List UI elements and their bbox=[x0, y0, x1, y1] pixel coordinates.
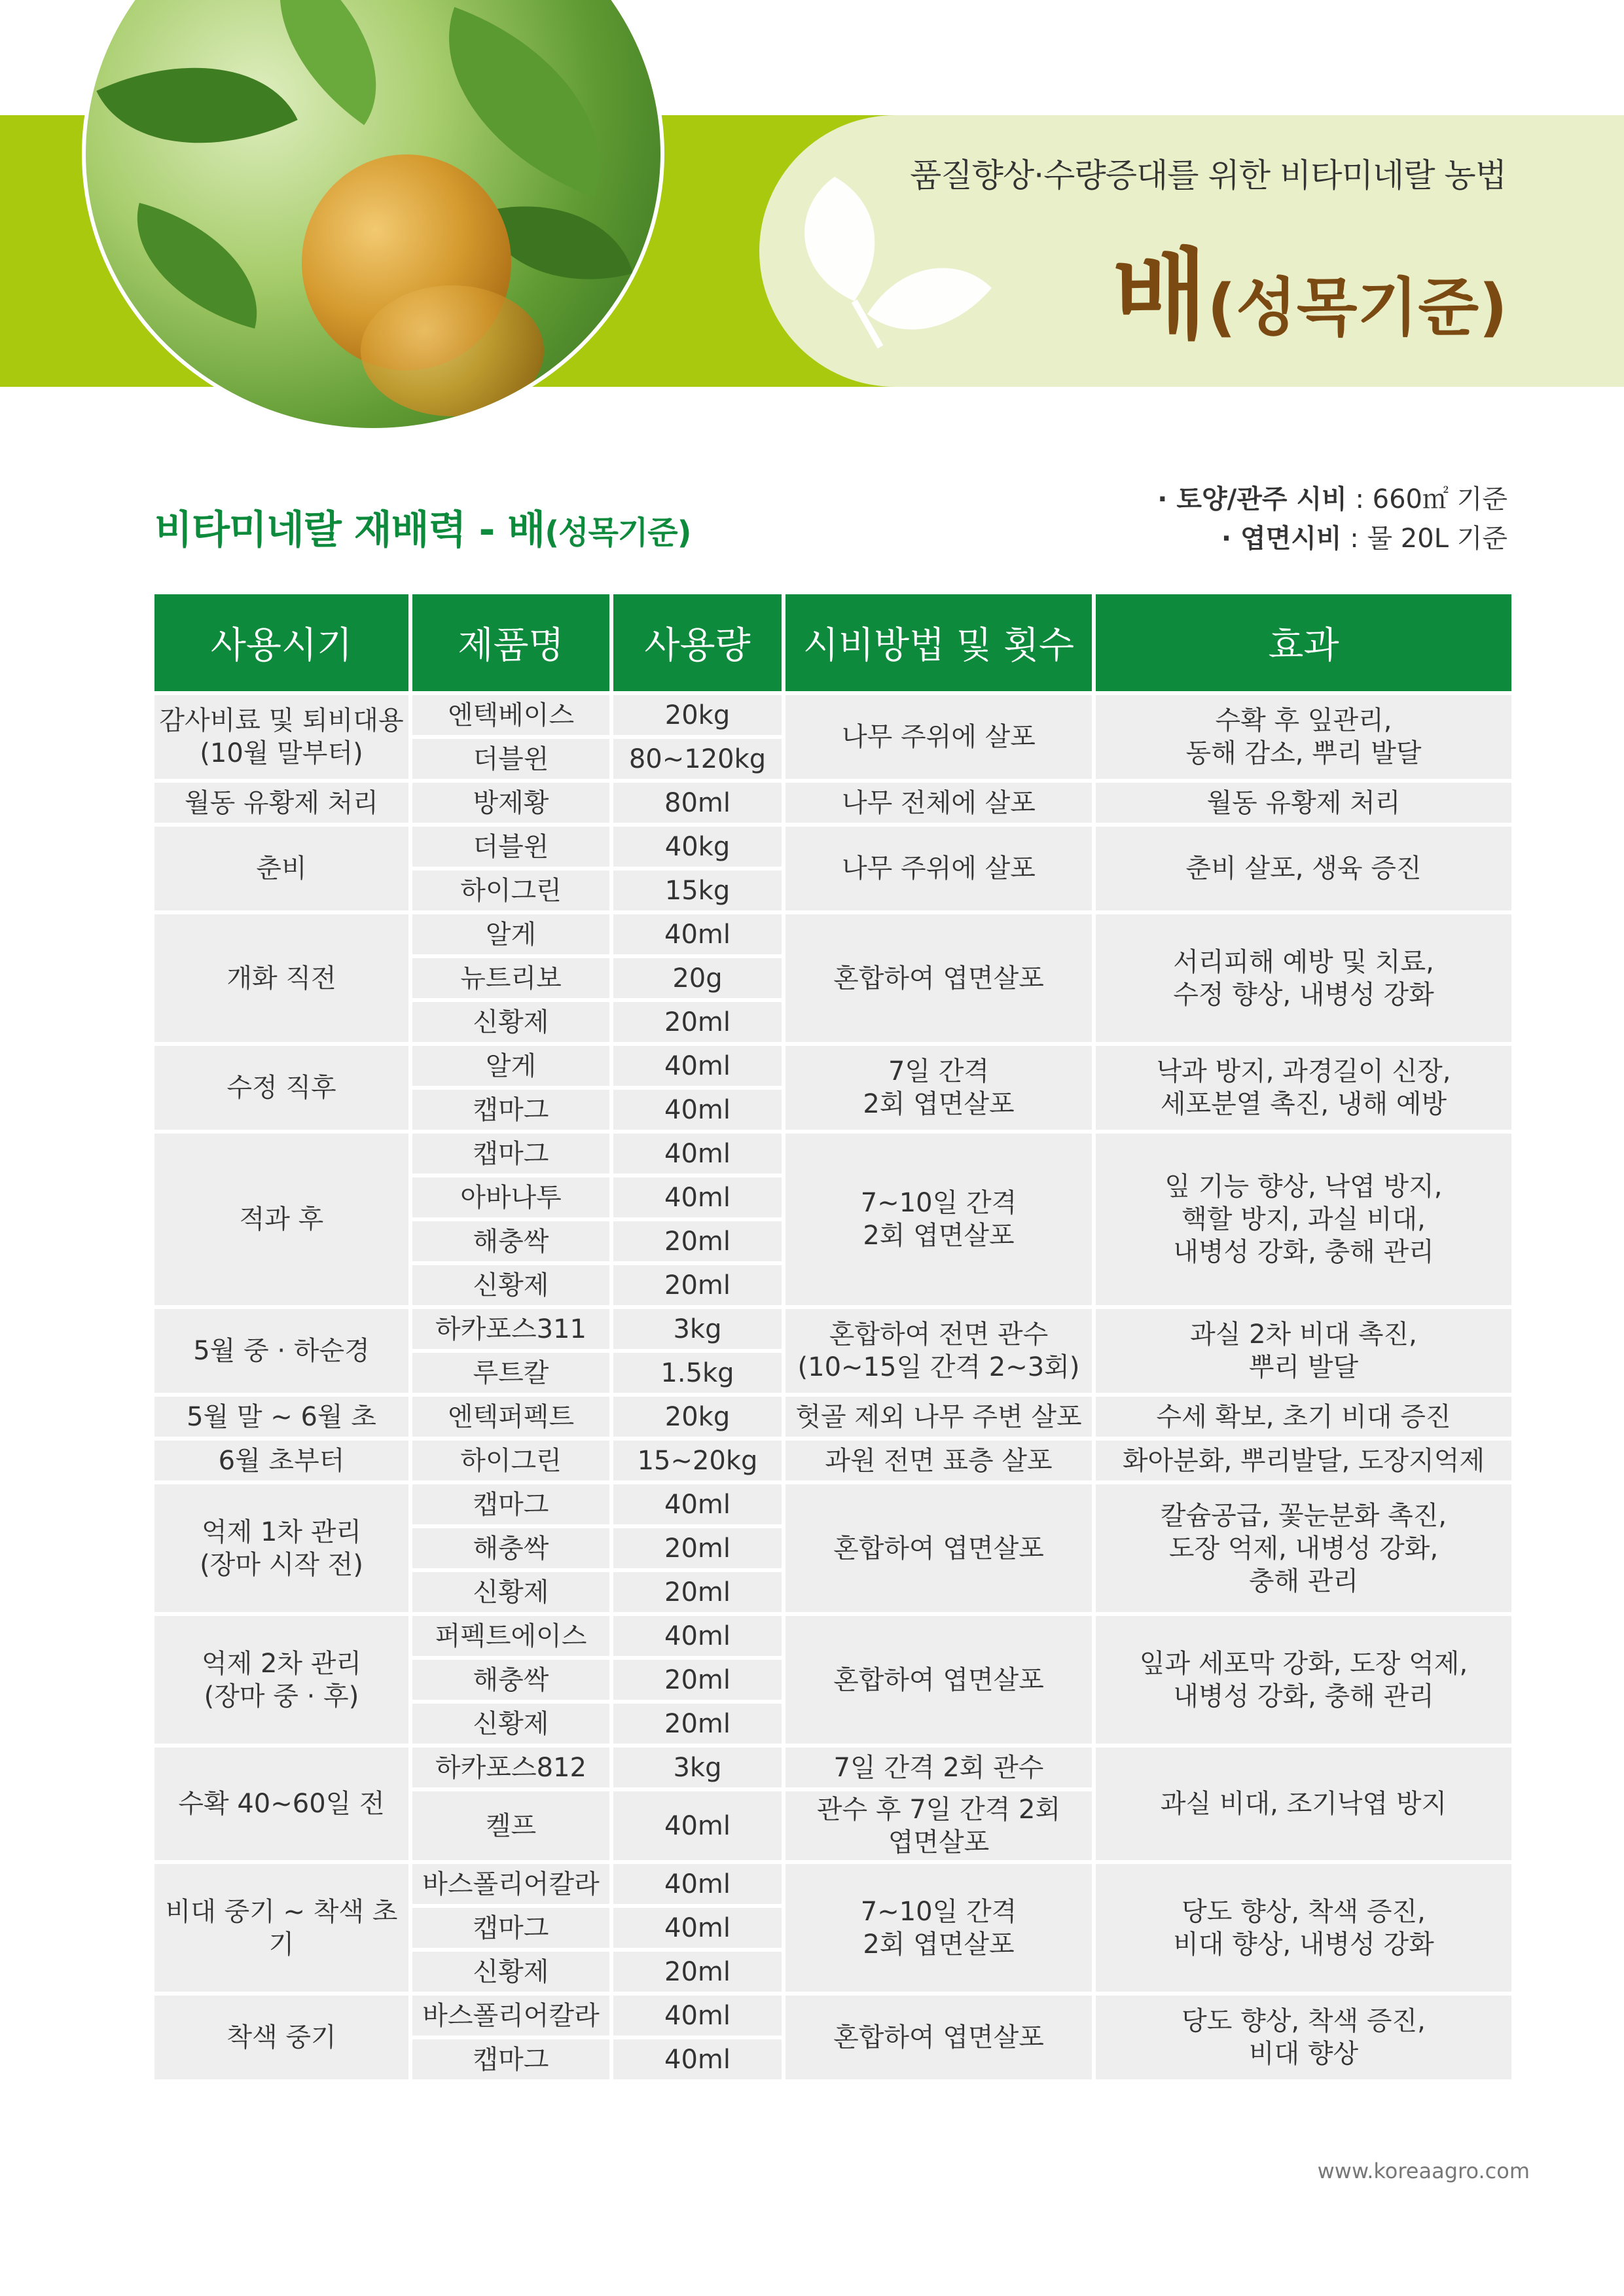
cell-method: 나무 주위에 살포 bbox=[785, 827, 1092, 910]
cell-effect: 화아분화, 뿌리발달, 도장지억제 bbox=[1096, 1441, 1511, 1480]
cell-product: 켈프 bbox=[412, 1791, 609, 1860]
note-foliar bbox=[1157, 519, 1507, 558]
note-soil-label: · 토양/관주 시비 bbox=[1157, 484, 1347, 514]
cell-product: 아바나투 bbox=[412, 1177, 609, 1217]
cell-amount: 15kg bbox=[613, 870, 782, 910]
cell-product: 해충싹 bbox=[412, 1528, 609, 1568]
section-title-paren: (성목기준) bbox=[545, 514, 691, 551]
cell-amount: 20kg bbox=[613, 1397, 782, 1437]
cell-product: 알게 bbox=[412, 1046, 609, 1086]
cell-product: 신황제 bbox=[412, 1265, 609, 1305]
note-foliar-value: : 물 20L 기준 bbox=[1341, 524, 1507, 554]
cell-effect: 과실 2차 비대 촉진, 뿌리 발달 bbox=[1096, 1309, 1511, 1393]
cell-period: 착색 중기 bbox=[154, 1996, 408, 2079]
cell-product: 방제황 bbox=[412, 783, 609, 823]
cell-method: 혼합하여 엽면살포 bbox=[785, 1484, 1092, 1612]
cell-amount: 40ml bbox=[613, 1134, 782, 1174]
cell-effect: 당도 향상, 착색 증진, 비대 향상, 내병성 강화 bbox=[1096, 1864, 1511, 1992]
cell-method: 7~10일 간격 2회 엽면살포 bbox=[785, 1864, 1092, 1992]
cell-amount: 20ml bbox=[613, 1572, 782, 1612]
header-method: 시비방법 및 횟수 bbox=[785, 594, 1092, 691]
cell-product: 루트칼 bbox=[412, 1353, 609, 1393]
cell-effect: 서리피해 예방 및 치료, 수정 향상, 내병성 강화 bbox=[1096, 914, 1511, 1042]
cell-amount: 20kg bbox=[613, 695, 782, 735]
cell-amount: 40ml bbox=[613, 2039, 782, 2079]
cell-amount: 40ml bbox=[613, 1177, 782, 1217]
cell-amount: 40ml bbox=[613, 1996, 782, 2036]
cell-amount: 20ml bbox=[613, 1528, 782, 1568]
cell-amount: 20ml bbox=[613, 1952, 782, 1992]
cell-amount: 20ml bbox=[613, 1660, 782, 1700]
table-row bbox=[154, 1309, 1511, 1349]
cell-effect: 수확 후 잎관리, 동해 감소, 뿌리 발달 bbox=[1096, 695, 1511, 779]
cell-method: 혼합하여 엽면살포 bbox=[785, 1996, 1092, 2079]
cell-product: 더블윈 bbox=[412, 827, 609, 867]
cell-period: 개화 직전 bbox=[154, 914, 408, 1042]
cell-effect: 잎과 세포막 강화, 도장 억제, 내병성 강화, 충해 관리 bbox=[1096, 1616, 1511, 1744]
cell-product: 신황제 bbox=[412, 1704, 609, 1744]
cell-method: 혼합하여 엽면살포 bbox=[785, 1616, 1092, 1744]
dosage-notes bbox=[1157, 480, 1507, 558]
header-title-paren: (성목기준) bbox=[1207, 271, 1507, 344]
cell-product: 더블윈 bbox=[412, 739, 609, 779]
cell-period: 적과 후 bbox=[154, 1134, 408, 1305]
cell-product: 엔텍베이스 bbox=[412, 695, 609, 735]
cell-method: 헛골 제외 나무 주변 살포 bbox=[785, 1397, 1092, 1437]
cell-amount: 40ml bbox=[613, 1616, 782, 1656]
cell-product: 하이그린 bbox=[412, 870, 609, 910]
note-foliar-label: · 엽면시비 bbox=[1221, 524, 1342, 554]
cell-product: 뉴트리보 bbox=[412, 958, 609, 998]
footer-url: www.koreaagro.com bbox=[1317, 2159, 1530, 2183]
header-amount: 사용량 bbox=[613, 594, 782, 691]
cell-method: 혼합하여 전면 관수 (10~15일 간격 2~3회) bbox=[785, 1309, 1092, 1393]
header-subtitle: 품질향상·수량증대를 위한 비타미네랄 농법 bbox=[910, 156, 1506, 194]
cell-product: 캡마그 bbox=[412, 1908, 609, 1948]
table-row bbox=[154, 783, 1511, 823]
cell-amount: 40kg bbox=[613, 827, 782, 867]
header-title bbox=[1112, 216, 1507, 357]
header-product: 제품명 bbox=[412, 594, 609, 691]
cell-product: 캡마그 bbox=[412, 1484, 609, 1524]
cell-effect: 당도 향상, 착색 증진, 비대 향상 bbox=[1096, 1996, 1511, 2079]
section-title bbox=[154, 499, 691, 555]
cell-period: 비대 중기 ~ 착색 초기 bbox=[154, 1864, 408, 1992]
table-row bbox=[154, 1134, 1511, 1174]
cell-method: 나무 주위에 살포 bbox=[785, 695, 1092, 779]
cell-method: 혼합하여 엽면살포 bbox=[785, 914, 1092, 1042]
table-row bbox=[154, 827, 1511, 867]
table-row bbox=[154, 1441, 1511, 1480]
cell-product: 엔텍퍼펙트 bbox=[412, 1397, 609, 1437]
cell-amount: 20ml bbox=[613, 1704, 782, 1744]
table-row bbox=[154, 1996, 1511, 2036]
cell-product: 신황제 bbox=[412, 1572, 609, 1612]
cell-amount: 20ml bbox=[613, 1221, 782, 1261]
cell-method: 나무 전체에 살포 bbox=[785, 783, 1092, 823]
cell-amount: 40ml bbox=[613, 1791, 782, 1860]
cell-period: 억제 2차 관리 (장마 중 · 후) bbox=[154, 1616, 408, 1744]
schedule-table bbox=[151, 590, 1515, 2083]
cell-product: 바스폴리어칼라 bbox=[412, 1864, 609, 1904]
note-soil bbox=[1157, 480, 1507, 519]
cell-amount: 1.5kg bbox=[613, 1353, 782, 1393]
header-title-main: 배 bbox=[1112, 239, 1208, 353]
cell-period: 억제 1차 관리 (장마 시작 전) bbox=[154, 1484, 408, 1612]
cell-product: 캡마그 bbox=[412, 1134, 609, 1174]
table-row bbox=[154, 1748, 1511, 1787]
cell-product: 신황제 bbox=[412, 1002, 609, 1042]
header-period: 사용시기 bbox=[154, 594, 408, 691]
cell-amount: 3kg bbox=[613, 1748, 782, 1787]
cell-product: 캡마그 bbox=[412, 2039, 609, 2079]
cell-method: 7일 간격 2회 엽면살포 bbox=[785, 1046, 1092, 1130]
cell-effect: 춘비 살포, 생육 증진 bbox=[1096, 827, 1511, 910]
table-row bbox=[154, 1864, 1511, 1904]
cell-product: 하카포스812 bbox=[412, 1748, 609, 1787]
cell-product: 신황제 bbox=[412, 1952, 609, 1992]
cell-product: 퍼펙트에이스 bbox=[412, 1616, 609, 1656]
table-row bbox=[154, 1484, 1511, 1524]
cell-amount: 20ml bbox=[613, 1002, 782, 1042]
cell-amount: 80~120kg bbox=[613, 739, 782, 779]
table-row bbox=[154, 1046, 1511, 1086]
table-row bbox=[154, 914, 1511, 954]
cell-effect: 잎 기능 향상, 낙엽 방지, 핵할 방지, 과실 비대, 내병성 강화, 충해 관리 bbox=[1096, 1134, 1511, 1305]
cell-period: 감사비료 및 퇴비대용 (10월 말부터) bbox=[154, 695, 408, 779]
cell-method: 관수 후 7일 간격 2회 엽면살포 bbox=[785, 1791, 1092, 1860]
table-header-row bbox=[154, 594, 1511, 691]
cell-period: 춘비 bbox=[154, 827, 408, 910]
cell-period: 5월 말 ~ 6월 초 bbox=[154, 1397, 408, 1437]
cell-period: 6월 초부터 bbox=[154, 1441, 408, 1480]
cell-amount: 40ml bbox=[613, 1484, 782, 1524]
cell-effect: 칼슘공급, 꽃눈분화 촉진, 도장 억제, 내병성 강화, 충해 관리 bbox=[1096, 1484, 1511, 1612]
cell-product: 하이그린 bbox=[412, 1441, 609, 1480]
cell-amount: 40ml bbox=[613, 1046, 782, 1086]
cell-amount: 40ml bbox=[613, 914, 782, 954]
table-row bbox=[154, 1616, 1511, 1656]
cell-amount: 40ml bbox=[613, 1090, 782, 1130]
cell-amount: 3kg bbox=[613, 1309, 782, 1349]
cell-product: 하카포스311 bbox=[412, 1309, 609, 1349]
cell-method: 과원 전면 표층 살포 bbox=[785, 1441, 1092, 1480]
cell-amount: 20ml bbox=[613, 1265, 782, 1305]
header-effect: 효과 bbox=[1096, 594, 1511, 691]
cell-period: 수확 40~60일 전 bbox=[154, 1748, 408, 1860]
note-soil-value: : 660㎡ 기준 bbox=[1346, 484, 1507, 514]
cell-period: 월동 유황제 처리 bbox=[154, 783, 408, 823]
cell-method: 7일 간격 2회 관수 bbox=[785, 1748, 1092, 1787]
cell-amount: 80ml bbox=[613, 783, 782, 823]
cell-product: 알게 bbox=[412, 914, 609, 954]
cell-product: 캡마그 bbox=[412, 1090, 609, 1130]
table-row bbox=[154, 1397, 1511, 1437]
cell-product: 해충싹 bbox=[412, 1221, 609, 1261]
cell-period: 수정 직후 bbox=[154, 1046, 408, 1130]
section-title-main: 비타미네랄 재배력 - 배 bbox=[154, 507, 545, 553]
cell-effect: 월동 유황제 처리 bbox=[1096, 783, 1511, 823]
cell-product: 바스폴리어칼라 bbox=[412, 1996, 609, 2036]
cell-amount: 40ml bbox=[613, 1864, 782, 1904]
cell-period: 5월 중 · 하순경 bbox=[154, 1309, 408, 1393]
cell-effect: 낙과 방지, 과경길이 신장, 세포분열 촉진, 냉해 예방 bbox=[1096, 1046, 1511, 1130]
cell-method: 7~10일 간격 2회 엽면살포 bbox=[785, 1134, 1092, 1305]
cell-product: 해충싹 bbox=[412, 1660, 609, 1700]
cell-amount: 20g bbox=[613, 958, 782, 998]
cell-effect: 수세 확보, 초기 비대 증진 bbox=[1096, 1397, 1511, 1437]
table-row bbox=[154, 695, 1511, 735]
cell-amount: 40ml bbox=[613, 1908, 782, 1948]
cell-amount: 15~20kg bbox=[613, 1441, 782, 1480]
cell-effect: 과실 비대, 조기낙엽 방지 bbox=[1096, 1748, 1511, 1860]
